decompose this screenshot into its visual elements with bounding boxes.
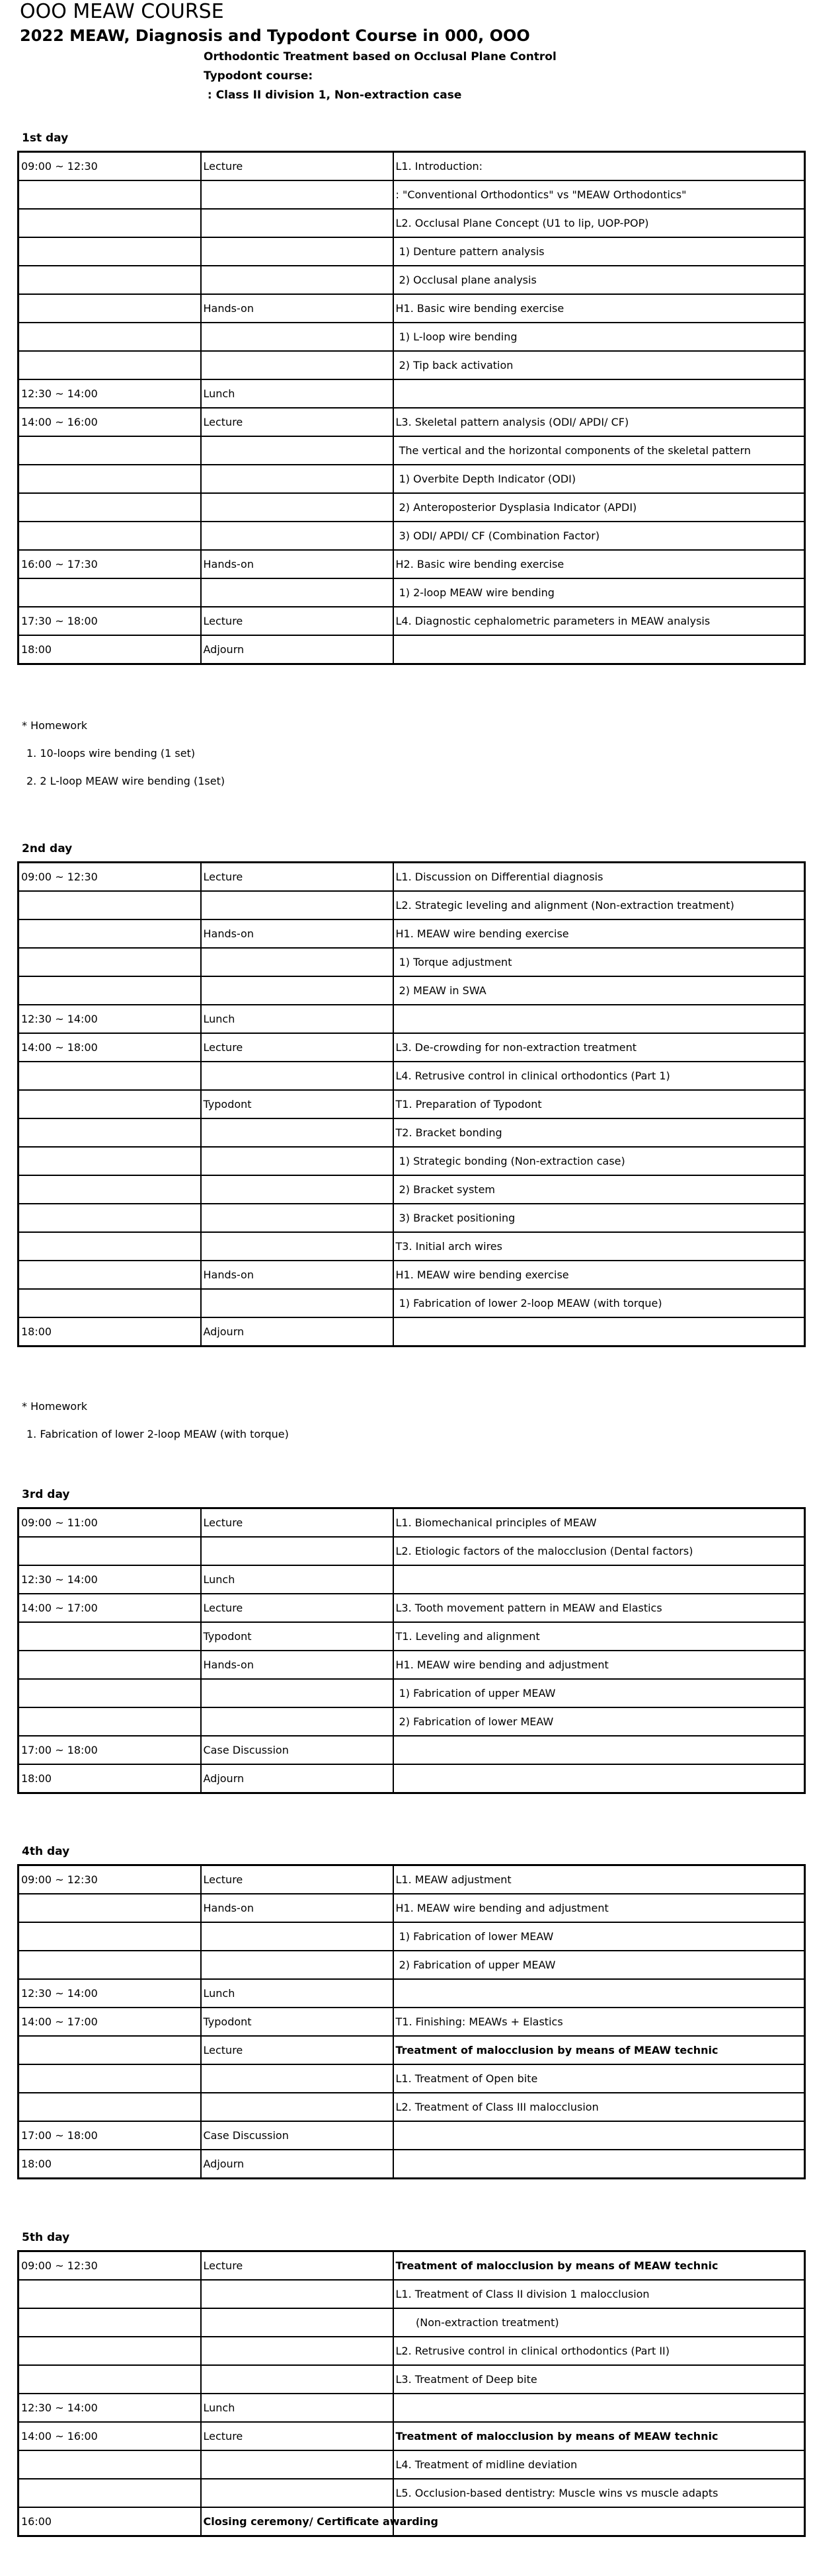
table-row <box>19 2365 805 2394</box>
table-row <box>19 1979 805 2008</box>
time-cell: 18:00 <box>19 2150 201 2179</box>
session-type-cell: Closing ceremony/ Certificate awarding <box>201 2507 393 2536</box>
table-row <box>19 351 805 379</box>
homework-title: * Homework <box>22 1400 88 1413</box>
table-row <box>19 1508 805 1538</box>
topic-cell: 2) Tip back activation <box>393 351 805 379</box>
session-type-cell <box>201 351 393 379</box>
session-type-cell <box>201 1707 393 1736</box>
table-row <box>19 1033 805 1062</box>
time-cell: 18:00 <box>19 1764 201 1793</box>
table-row <box>19 1707 805 1736</box>
time-cell: 09:00 ~ 12:30 <box>19 2251 201 2281</box>
topic-cell: T1. Preparation of Typodont <box>393 1090 805 1118</box>
day-section <box>17 131 804 665</box>
topic-cell <box>393 2507 805 2536</box>
table-row <box>19 607 805 635</box>
session-type-cell <box>201 1537 393 1565</box>
time-cell: 09:00 ~ 11:00 <box>19 1508 201 1538</box>
table-row <box>19 408 805 436</box>
table-row <box>19 1232 805 1261</box>
topic-cell: (Non-extraction treatment) <box>393 2308 805 2337</box>
table-row <box>19 578 805 607</box>
table-row <box>19 1651 805 1679</box>
time-cell <box>19 1261 201 1289</box>
session-type-cell <box>201 1175 393 1204</box>
topic-cell: 1) Fabrication of lower 2-loop MEAW (with torque) <box>393 1289 805 1317</box>
session-type-cell: Lecture <box>201 1865 393 1894</box>
table-row <box>19 2337 805 2365</box>
topic-cell <box>393 1764 805 1793</box>
time-cell <box>19 976 201 1005</box>
session-type-cell <box>201 1232 393 1261</box>
table-row <box>19 2150 805 2179</box>
time-cell <box>19 323 201 351</box>
time-cell: 18:00 <box>19 1317 201 1347</box>
table-row <box>19 2507 805 2536</box>
session-type-cell <box>201 209 393 237</box>
homework-item: 1. 10-loops wire bending (1 set) <box>26 747 196 760</box>
session-type-cell: Lunch <box>201 1565 393 1594</box>
session-type-cell: Lunch <box>201 379 393 408</box>
topic-cell: 2) Fabrication of upper MEAW <box>393 1951 805 1979</box>
table-row <box>19 1865 805 1894</box>
session-type-cell: Adjourn <box>201 1317 393 1347</box>
table-row <box>19 2394 805 2422</box>
table-row <box>19 2064 805 2093</box>
session-type-cell: Lecture <box>201 1594 393 1622</box>
homework-block <box>22 1400 289 1456</box>
table-row <box>19 493 805 522</box>
topic-cell: 1) Fabrication of lower MEAW <box>393 1922 805 1951</box>
topic-cell: 3) Bracket positioning <box>393 1204 805 1232</box>
session-type-cell <box>201 2479 393 2507</box>
table-row <box>19 1679 805 1707</box>
time-cell <box>19 436 201 465</box>
session-type-cell <box>201 2308 393 2337</box>
session-type-cell <box>201 237 393 266</box>
time-cell <box>19 1894 201 1922</box>
session-type-cell: Lecture <box>201 152 393 181</box>
time-cell: 16:00 ~ 17:30 <box>19 550 201 578</box>
topic-cell: H1. MEAW wire bending and adjustment <box>393 1894 805 1922</box>
session-type-cell: Hands-on <box>201 1894 393 1922</box>
session-type-cell <box>201 1679 393 1707</box>
time-cell <box>19 209 201 237</box>
time-cell <box>19 1232 201 1261</box>
session-type-cell <box>201 578 393 607</box>
day-title: 2nd day <box>22 842 73 855</box>
schedule-table <box>17 1507 806 1794</box>
session-type-cell: Case Discussion <box>201 1736 393 1764</box>
time-cell <box>19 1090 201 1118</box>
session-type-cell: Hands-on <box>201 1651 393 1679</box>
topic-cell: L1. Treatment of Open bite <box>393 2064 805 2093</box>
topic-cell: T2. Bracket bonding <box>393 1118 805 1147</box>
session-type-cell: Lecture <box>201 1033 393 1062</box>
day-section <box>17 1487 804 1794</box>
schedule-table <box>17 2250 806 2537</box>
session-type-cell <box>201 2337 393 2365</box>
time-cell: 12:30 ~ 14:00 <box>19 2394 201 2422</box>
time-cell <box>19 578 201 607</box>
topic-cell: H1. MEAW wire bending and adjustment <box>393 1651 805 1679</box>
table-row <box>19 294 805 323</box>
table-row <box>19 550 805 578</box>
topic-cell: L2. Etiologic factors of the malocclusion (Dental factors) <box>393 1537 805 1565</box>
table-row <box>19 2121 805 2150</box>
session-type-cell: Lecture <box>201 1508 393 1538</box>
schedule-table <box>17 861 806 1347</box>
session-type-cell: Adjourn <box>201 1764 393 1793</box>
topic-cell: 1) Fabrication of upper MEAW <box>393 1679 805 1707</box>
time-cell <box>19 1707 201 1736</box>
time-cell <box>19 1289 201 1317</box>
topic-cell <box>393 2121 805 2150</box>
time-cell: 12:30 ~ 14:00 <box>19 1565 201 1594</box>
time-cell <box>19 1537 201 1565</box>
table-row <box>19 1005 805 1033</box>
table-row <box>19 2479 805 2507</box>
time-cell <box>19 2280 201 2308</box>
table-row <box>19 1622 805 1651</box>
table-row <box>19 1894 805 1922</box>
topic-cell <box>393 1736 805 1764</box>
schedule-table <box>17 151 806 665</box>
homework-item: 2. 2 L-loop MEAW wire bending (1set) <box>26 775 225 787</box>
table-row <box>19 1175 805 1204</box>
session-type-cell: Hands-on <box>201 550 393 578</box>
topic-cell: L4. Diagnostic cephalometric parameters in MEAW analysis <box>393 607 805 635</box>
time-cell <box>19 1922 201 1951</box>
table-row <box>19 1922 805 1951</box>
topic-cell <box>393 1317 805 1347</box>
table-row <box>19 1317 805 1347</box>
session-type-cell: Lecture <box>201 2422 393 2450</box>
topic-cell: L3. Skeletal pattern analysis (ODI/ APDI/ CF) <box>393 408 805 436</box>
time-cell: 09:00 ~ 12:30 <box>19 863 201 892</box>
time-cell <box>19 1062 201 1090</box>
session-type-cell: Adjourn <box>201 635 393 664</box>
topic-cell: L2. Strategic leveling and alignment (Non-extraction treatment) <box>393 891 805 919</box>
topic-cell: L2. Retrusive control in clinical orthodontics (Part II) <box>393 2337 805 2365</box>
time-cell: 12:30 ~ 14:00 <box>19 379 201 408</box>
topic-cell: 3) ODI/ APDI/ CF (Combination Factor) <box>393 522 805 550</box>
time-cell <box>19 522 201 550</box>
session-type-cell: Typodont <box>201 1090 393 1118</box>
time-cell <box>19 465 201 493</box>
topic-cell: L1. Discussion on Differential diagnosis <box>393 863 805 892</box>
time-cell <box>19 237 201 266</box>
session-type-cell <box>201 2064 393 2093</box>
session-type-cell <box>201 1289 393 1317</box>
topic-cell: Treatment of malocclusion by means of MEAW technic <box>393 2251 805 2281</box>
day-section <box>17 841 804 1347</box>
time-cell <box>19 1147 201 1175</box>
time-cell: 09:00 ~ 12:30 <box>19 1865 201 1894</box>
table-row <box>19 919 805 948</box>
session-type-cell: Hands-on <box>201 1261 393 1289</box>
table-row <box>19 863 805 892</box>
topic-cell: 2) MEAW in SWA <box>393 976 805 1005</box>
table-row <box>19 2308 805 2337</box>
table-row <box>19 2036 805 2064</box>
table-row <box>19 237 805 266</box>
time-cell <box>19 2450 201 2479</box>
time-cell <box>19 351 201 379</box>
page-title: OOO MEAW COURSE <box>20 0 224 23</box>
topic-cell: L5. Occlusion-based dentistry: Muscle wins vs muscle adapts <box>393 2479 805 2507</box>
table-row <box>19 1090 805 1118</box>
time-cell <box>19 180 201 209</box>
time-cell: 14:00 ~ 17:00 <box>19 1594 201 1622</box>
topic-cell: L1. Biomechanical principles of MEAW <box>393 1508 805 1538</box>
topic-cell: 1) 2-loop MEAW wire bending <box>393 578 805 607</box>
time-cell: 14:00 ~ 17:00 <box>19 2008 201 2036</box>
topic-cell: 2) Bracket system <box>393 1175 805 1204</box>
time-cell <box>19 2337 201 2365</box>
time-cell: 17:00 ~ 18:00 <box>19 1736 201 1764</box>
topic-cell: H1. MEAW wire bending exercise <box>393 1261 805 1289</box>
table-row <box>19 948 805 976</box>
session-type-cell <box>201 891 393 919</box>
session-type-cell: Lecture <box>201 607 393 635</box>
time-cell <box>19 493 201 522</box>
topic-cell <box>393 635 805 664</box>
session-type-cell <box>201 2365 393 2394</box>
topic-cell: 1) L-loop wire bending <box>393 323 805 351</box>
table-row <box>19 2093 805 2121</box>
session-type-cell: Typodont <box>201 2008 393 2036</box>
topic-cell: H1. MEAW wire bending exercise <box>393 919 805 948</box>
table-row <box>19 2280 805 2308</box>
topic-cell: L1. Treatment of Class II division 1 malocclusion <box>393 2280 805 2308</box>
time-cell <box>19 1651 201 1679</box>
topic-cell: The vertical and the horizontal components of the skeletal pattern <box>393 436 805 465</box>
time-cell <box>19 1175 201 1204</box>
topic-cell: L3. Treatment of Deep bite <box>393 2365 805 2394</box>
time-cell <box>19 2036 201 2064</box>
session-type-cell <box>201 493 393 522</box>
topic-cell: 2) Fabrication of lower MEAW <box>393 1707 805 1736</box>
session-type-cell: Lunch <box>201 1005 393 1033</box>
session-type-cell: Lecture <box>201 408 393 436</box>
topic-cell: L4. Treatment of midline deviation <box>393 2450 805 2479</box>
topic-cell: L1. MEAW adjustment <box>393 1865 805 1894</box>
topic-cell: 1) Overbite Depth Indicator (ODI) <box>393 465 805 493</box>
session-type-cell <box>201 180 393 209</box>
session-type-cell <box>201 948 393 976</box>
topic-cell: L1. Introduction: <box>393 152 805 181</box>
topic-cell: 1) Torque adjustment <box>393 948 805 976</box>
course-description-line: Typodont course: <box>204 69 313 83</box>
table-row <box>19 976 805 1005</box>
time-cell <box>19 1118 201 1147</box>
time-cell <box>19 294 201 323</box>
session-type-cell: Hands-on <box>201 294 393 323</box>
day-title: 5th day <box>22 2231 70 2244</box>
table-row <box>19 436 805 465</box>
day-title: 3rd day <box>22 1488 70 1501</box>
topic-cell: L2. Treatment of Class III malocclusion <box>393 2093 805 2121</box>
table-row <box>19 379 805 408</box>
topic-cell: L3. De-crowding for non-extraction treatment <box>393 1033 805 1062</box>
time-cell: 14:00 ~ 18:00 <box>19 1033 201 1062</box>
table-row <box>19 465 805 493</box>
table-row <box>19 1261 805 1289</box>
session-type-cell <box>201 465 393 493</box>
table-row <box>19 2008 805 2036</box>
topic-cell: H1. Basic wire bending exercise <box>393 294 805 323</box>
time-cell <box>19 948 201 976</box>
time-cell <box>19 2365 201 2394</box>
session-type-cell <box>201 976 393 1005</box>
table-row <box>19 1594 805 1622</box>
session-type-cell: Lunch <box>201 1979 393 2008</box>
day-title: 4th day <box>22 1845 70 1858</box>
topic-cell <box>393 1979 805 2008</box>
session-type-cell <box>201 1204 393 1232</box>
session-type-cell: Lunch <box>201 2394 393 2422</box>
table-row <box>19 1062 805 1090</box>
session-type-cell: Lecture <box>201 863 393 892</box>
time-cell: 14:00 ~ 16:00 <box>19 408 201 436</box>
time-cell <box>19 1951 201 1979</box>
time-cell: 17:30 ~ 18:00 <box>19 607 201 635</box>
time-cell: 12:30 ~ 14:00 <box>19 1005 201 1033</box>
table-row <box>19 1565 805 1594</box>
topic-cell: T3. Initial arch wires <box>393 1232 805 1261</box>
topic-cell <box>393 1005 805 1033</box>
course-description-line: Orthodontic Treatment based on Occlusal Plane Control <box>204 50 557 63</box>
topic-cell: 1) Strategic bonding (Non-extraction case) <box>393 1147 805 1175</box>
table-row <box>19 1951 805 1979</box>
time-cell <box>19 891 201 919</box>
time-cell <box>19 2479 201 2507</box>
table-row <box>19 209 805 237</box>
homework-block <box>22 719 225 802</box>
table-row <box>19 2251 805 2281</box>
homework-title: * Homework <box>22 719 88 732</box>
topic-cell: 2) Anteroposterior Dysplasia Indicator (APDI) <box>393 493 805 522</box>
page-subtitle: 2022 MEAW, Diagnosis and Typodont Course in 000, OOO <box>20 26 530 45</box>
session-type-cell: Hands-on <box>201 919 393 948</box>
topic-cell: T1. Finishing: MEAWs + Elastics <box>393 2008 805 2036</box>
topic-cell: L2. Occlusal Plane Concept (U1 to lip, UOP-POP) <box>393 209 805 237</box>
table-row <box>19 1118 805 1147</box>
table-row <box>19 635 805 664</box>
time-cell: 16:00 <box>19 2507 201 2536</box>
session-type-cell <box>201 323 393 351</box>
table-row <box>19 891 805 919</box>
topic-cell: 1) Denture pattern analysis <box>393 237 805 266</box>
table-row <box>19 180 805 209</box>
table-row <box>19 266 805 294</box>
session-type-cell <box>201 1922 393 1951</box>
session-type-cell <box>201 2280 393 2308</box>
table-row <box>19 323 805 351</box>
time-cell <box>19 1679 201 1707</box>
session-type-cell: Typodont <box>201 1622 393 1651</box>
session-type-cell: Lecture <box>201 2251 393 2281</box>
session-type-cell <box>201 2093 393 2121</box>
table-row <box>19 1204 805 1232</box>
topic-cell: : "Conventional Orthodontics" vs "MEAW Orthodontics" <box>393 180 805 209</box>
course-description <box>204 48 557 105</box>
table-row <box>19 1147 805 1175</box>
table-row <box>19 1736 805 1764</box>
time-cell <box>19 1204 201 1232</box>
session-type-cell <box>201 1951 393 1979</box>
session-type-cell <box>201 1118 393 1147</box>
topic-cell: T1. Leveling and alignment <box>393 1622 805 1651</box>
topic-cell: L3. Tooth movement pattern in MEAW and Elastics <box>393 1594 805 1622</box>
topic-cell <box>393 1565 805 1594</box>
time-cell: 17:00 ~ 18:00 <box>19 2121 201 2150</box>
topic-cell: 2) Occlusal plane analysis <box>393 266 805 294</box>
time-cell <box>19 2308 201 2337</box>
time-cell <box>19 1622 201 1651</box>
session-type-cell <box>201 2450 393 2479</box>
time-cell <box>19 266 201 294</box>
table-row <box>19 1289 805 1317</box>
topic-cell <box>393 2394 805 2422</box>
time-cell <box>19 919 201 948</box>
table-row <box>19 1764 805 1793</box>
table-row <box>19 2422 805 2450</box>
session-type-cell <box>201 522 393 550</box>
time-cell: 09:00 ~ 12:30 <box>19 152 201 181</box>
day-section <box>17 1844 804 2179</box>
table-row <box>19 522 805 550</box>
schedule-table <box>17 1864 806 2179</box>
time-cell <box>19 2093 201 2121</box>
topic-cell: Treatment of malocclusion by means of MEAW technic <box>393 2036 805 2064</box>
day-title: 1st day <box>22 132 69 145</box>
session-type-cell: Case Discussion <box>201 2121 393 2150</box>
session-type-cell <box>201 1062 393 1090</box>
session-type-cell: Adjourn <box>201 2150 393 2179</box>
course-description-line: : Class II division 1, Non-extraction case <box>204 89 462 102</box>
session-type-cell: Lecture <box>201 2036 393 2064</box>
topic-cell <box>393 2150 805 2179</box>
topic-cell: H2. Basic wire bending exercise <box>393 550 805 578</box>
topic-cell: L4. Retrusive control in clinical orthodontics (Part 1) <box>393 1062 805 1090</box>
homework-item: 1. Fabrication of lower 2-loop MEAW (with torque) <box>26 1428 289 1440</box>
time-cell: 12:30 ~ 14:00 <box>19 1979 201 2008</box>
day-section <box>17 2230 804 2537</box>
topic-cell: Treatment of malocclusion by means of MEAW technic <box>393 2422 805 2450</box>
table-row <box>19 1537 805 1565</box>
topic-cell <box>393 379 805 408</box>
session-type-cell <box>201 266 393 294</box>
time-cell: 14:00 ~ 16:00 <box>19 2422 201 2450</box>
time-cell: 18:00 <box>19 635 201 664</box>
session-type-cell <box>201 1147 393 1175</box>
time-cell <box>19 2064 201 2093</box>
table-row <box>19 2450 805 2479</box>
session-type-cell <box>201 436 393 465</box>
table-row <box>19 152 805 181</box>
